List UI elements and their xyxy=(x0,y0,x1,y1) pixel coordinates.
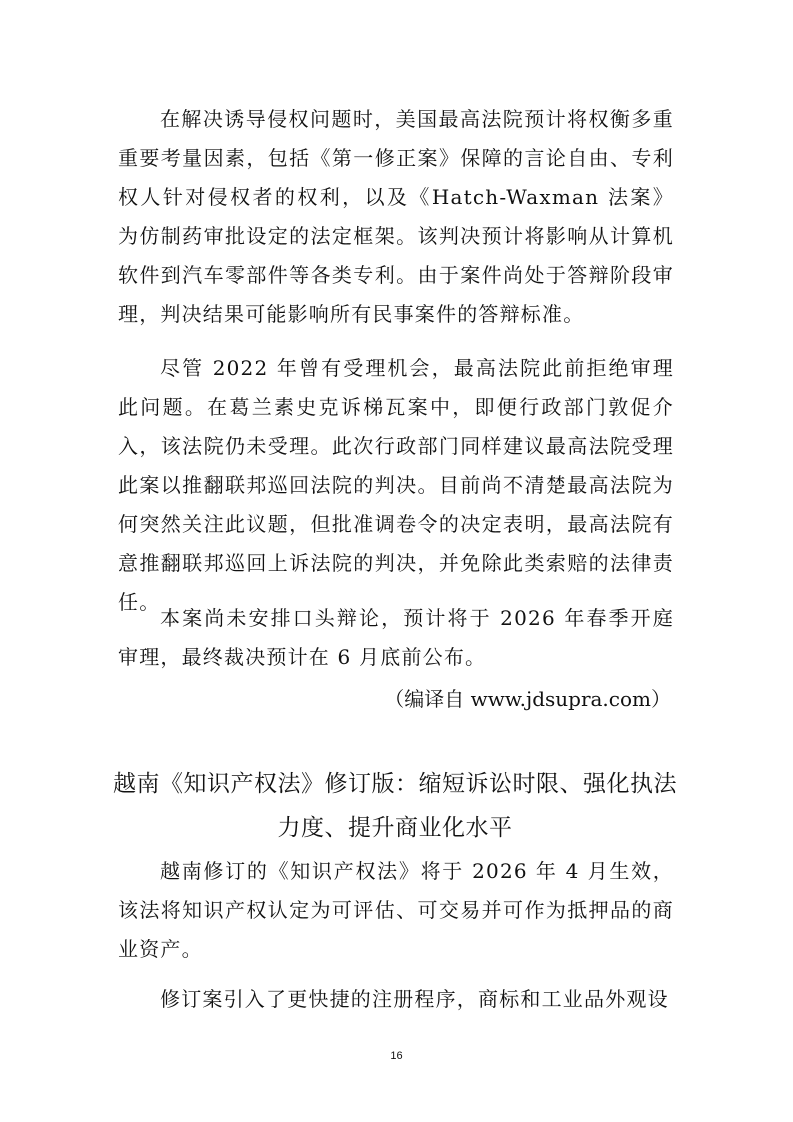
article1-source: （编译自 www.jdsupra.com） xyxy=(384,687,671,711)
article1-paragraph-3: 本案尚未安排口头辩论，预计将于 2026 年春季开庭审理，最终裁决预计在 6 月底前公布。 xyxy=(118,606,674,669)
page-number: 16 xyxy=(390,1050,403,1062)
article2-paragraph-1: 越南修订的《知识产权法》将于 2026 年 4 月生效，该法将知识产权认定为可评估、可交易并可作为抵押品的商业资产。 xyxy=(118,859,674,961)
article2-paragraph-2: 修订案引入了更快捷的注册程序，商标和工业品外观设 xyxy=(160,987,669,1011)
article1-paragraph-2: 尽管 2022 年曾有受理机会，最高法院此前拒绝审理此问题。在葛兰素史克诉梯瓦案中，即便行政部门敦促介入，该法院仍未受理。此次行政部门同样建议最高法院受理此案以推翻联邦巡回法院的判决。目前尚不清楚最高法院为何突然关注此议题，但批准调卷令的决定表明，最高法院有意推翻联邦巡回上诉法院的判决，并免除此类索赔的法律责任。 xyxy=(118,356,674,614)
article1-paragraph-1: 在解决诱导侵权问题时，美国最高法院预计将权衡多重重要考量因素，包括《第一修正案》保障的言论自由、专利权人针对侵权者的权利，以及《Hatch-Waxman 法案》为仿制药审批设定的法定框架。该判决预计将影响从计算机软件到汽车零部件等各类专利。由于案件尚处于答辩阶段审理，判决结果可能影响所有民事案件的答辩标准。 xyxy=(118,107,674,326)
article2-title: 越南《知识产权法》修订版：缩短诉讼时限、强化执法力度、提升商业化水平 xyxy=(113,771,677,841)
